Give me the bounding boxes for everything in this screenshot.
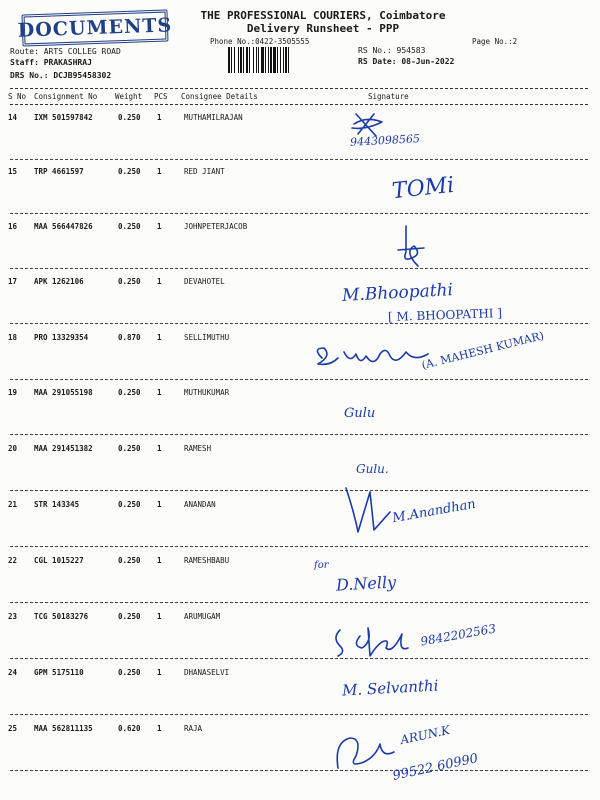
- cell-sno: 15: [8, 167, 18, 176]
- cell-consignee: RAJA: [184, 724, 203, 733]
- barcode-bar: [283, 47, 284, 73]
- cell-consignment: CGL 1015227: [34, 556, 84, 565]
- barcode-bar: [280, 47, 281, 73]
- row-separator: [10, 434, 588, 435]
- barcode-bar: [261, 47, 264, 73]
- cell-sno: 24: [8, 668, 18, 677]
- cell-consignment: MAA 291451382: [34, 444, 93, 453]
- cell-weight: 0.250: [118, 444, 141, 453]
- barcode-bar: [238, 47, 239, 73]
- cell-sno: 14: [8, 113, 18, 122]
- barcode-bar: [258, 47, 259, 73]
- signature-19: Gulu: [344, 406, 376, 421]
- cell-sno: 16: [8, 222, 18, 231]
- cell-pcs: 1: [157, 444, 162, 453]
- signature-17-print: [ M. BHOOPATHI ]: [387, 306, 503, 324]
- cell-sno: 17: [8, 277, 18, 286]
- cell-consignee: MUTHAMILRAJAN: [184, 113, 243, 122]
- cell-pcs: 1: [157, 333, 162, 342]
- cell-consignee: DHANASELVI: [184, 668, 230, 677]
- cell-consignee: ARUMUGAM: [184, 612, 221, 621]
- cell-consignment: PRO 13329354: [34, 333, 89, 342]
- signature-23-phone: 9842202563: [419, 621, 497, 649]
- row-separator: [10, 490, 588, 491]
- cell-consignment: MAA 291055198: [34, 388, 93, 397]
- cell-consignee: JOHNPETERJACOB: [184, 222, 248, 231]
- cell-consignment: MAA 566447826: [34, 222, 93, 231]
- barcode-bar: [243, 47, 244, 73]
- row-separator: [10, 714, 588, 715]
- cell-sno: 21: [8, 500, 18, 509]
- col-sno: S No: [8, 92, 27, 101]
- barcode-bar: [253, 47, 254, 73]
- cell-sno: 23: [8, 612, 18, 621]
- drs-number: DRS No.: DCJB95458302: [10, 71, 112, 80]
- cell-consignment: TCG 50183276: [34, 612, 89, 621]
- route: Route: ARTS COLLEG ROAD: [10, 47, 121, 56]
- page-number: Page No.:2: [472, 37, 518, 46]
- signature-17: M.Bhoopathi: [341, 280, 454, 306]
- cell-consignment: IXM 501597842: [34, 113, 93, 122]
- header-divider-top: [10, 88, 588, 89]
- cell-sno: 18: [8, 333, 18, 342]
- cell-consignee: SELLIMUTHU: [184, 333, 230, 342]
- staff-name: Staff: PRAKASHRAJ: [10, 58, 92, 67]
- barcode-bar: [285, 47, 287, 73]
- cell-consignment: GPM 5175110: [34, 668, 84, 677]
- cell-consignment: TRP 4661597: [34, 167, 84, 176]
- cell-pcs: 1: [157, 277, 162, 286]
- signature-25-scribble: [330, 728, 400, 778]
- cell-weight: 0.250: [118, 388, 141, 397]
- cell-consignee: RED JIANT: [184, 167, 225, 176]
- row-separator: [10, 658, 588, 659]
- cell-weight: 0.250: [118, 612, 141, 621]
- signature-23-scribble: [330, 616, 425, 661]
- rs-number: RS No.: 954583: [358, 46, 426, 55]
- cell-weight: 0.250: [118, 222, 141, 231]
- signature-15: TOMi: [390, 172, 456, 205]
- col-consignee: Consignee Details: [181, 92, 258, 101]
- cell-consignee: MUTHUKUMAR: [184, 388, 230, 397]
- cell-sno: 19: [8, 388, 18, 397]
- cell-pcs: 1: [157, 222, 162, 231]
- cell-weight: 0.870: [118, 333, 141, 342]
- cell-consignment: APK 1262106: [34, 277, 84, 286]
- cell-weight: 0.250: [118, 500, 141, 509]
- cell-weight: 0.250: [118, 277, 141, 286]
- cell-consignment: MAA 562811135: [34, 724, 93, 733]
- row-separator: [10, 213, 588, 214]
- barcode-bar: [265, 47, 266, 73]
- cell-sno: 25: [8, 724, 18, 733]
- cell-sno: 22: [8, 556, 18, 565]
- signature-22-for: for: [314, 560, 329, 571]
- barcode-bar: [234, 47, 235, 73]
- cell-weight: 0.620: [118, 724, 141, 733]
- cell-pcs: 1: [157, 668, 162, 677]
- signature-22: D.Nelly: [335, 572, 397, 595]
- cell-weight: 0.250: [118, 113, 141, 122]
- col-signature: Signature: [368, 92, 409, 101]
- barcode-bar: [268, 47, 269, 73]
- cell-consignee: DEVAHOTEL: [184, 277, 225, 286]
- row-separator: [10, 268, 588, 269]
- documents-stamp: DOCUMENTS: [21, 9, 168, 46]
- signature-18-scribble: [310, 342, 440, 372]
- row-separator: [10, 159, 588, 160]
- signature-21: M.Anandhan: [391, 496, 477, 527]
- cell-pcs: 1: [157, 500, 162, 509]
- cell-pcs: 1: [157, 556, 162, 565]
- company-header: [178, 9, 468, 35]
- barcode: [228, 47, 345, 73]
- barcode-bar: [256, 47, 257, 73]
- cell-pcs: 1: [157, 612, 162, 621]
- cell-sno: 20: [8, 444, 18, 453]
- row-separator: [10, 323, 588, 324]
- barcode-bar: [273, 47, 276, 73]
- col-weight: Weight: [115, 92, 143, 101]
- cell-weight: 0.250: [118, 556, 141, 565]
- row-separator: [10, 770, 588, 771]
- col-consignment: Consignment No: [34, 92, 98, 101]
- signature-16: [392, 222, 432, 272]
- phone-number: Phone No.:0422-3505555: [210, 37, 310, 46]
- cell-pcs: 1: [157, 113, 162, 122]
- row-separator: [10, 546, 588, 547]
- signature-24: M. Selvanthi: [341, 676, 439, 700]
- cell-consignee: RAMESHBABU: [184, 556, 230, 565]
- barcode-bar: [240, 47, 242, 73]
- signature-25-phone: 99522 60990: [391, 751, 480, 784]
- barcode-bar: [228, 47, 230, 73]
- barcode-bar: [270, 47, 272, 73]
- cell-pcs: 1: [157, 388, 162, 397]
- signature-18-print: (A. MAHESH KUMAR): [420, 329, 546, 372]
- signature-25-name: ARUN.K: [399, 722, 452, 748]
- signature-14-phone: 9443098565: [349, 132, 421, 149]
- cell-pcs: 1: [157, 724, 162, 733]
- signature-20: Gulu.: [356, 462, 389, 476]
- cell-weight: 0.250: [118, 668, 141, 677]
- row-separator: [10, 379, 588, 380]
- col-pcs: PCS: [154, 92, 168, 101]
- rs-date: RS Date: 08-Jun-2022: [358, 57, 455, 66]
- barcode-bar: [288, 47, 289, 73]
- barcode-bar: [249, 47, 250, 73]
- runsheet-title: Delivery Runsheet - PPP: [246, 22, 400, 35]
- barcode-bar: [246, 47, 248, 73]
- barcode-bar: [231, 47, 232, 73]
- cell-consignee: RAMESH: [184, 444, 212, 453]
- cell-consignment: STR 143345: [34, 500, 80, 509]
- barcode-bar: [277, 47, 278, 73]
- cell-consignee: ANANDAN: [184, 500, 216, 509]
- header-divider-bottom: [10, 104, 588, 105]
- signature-21-scribble: [340, 482, 400, 537]
- row-separator: [10, 602, 588, 603]
- cell-weight: 0.250: [118, 167, 141, 176]
- company-name: THE PROFESSIONAL COURIERS, Coimbatore: [200, 9, 446, 22]
- cell-pcs: 1: [157, 167, 162, 176]
